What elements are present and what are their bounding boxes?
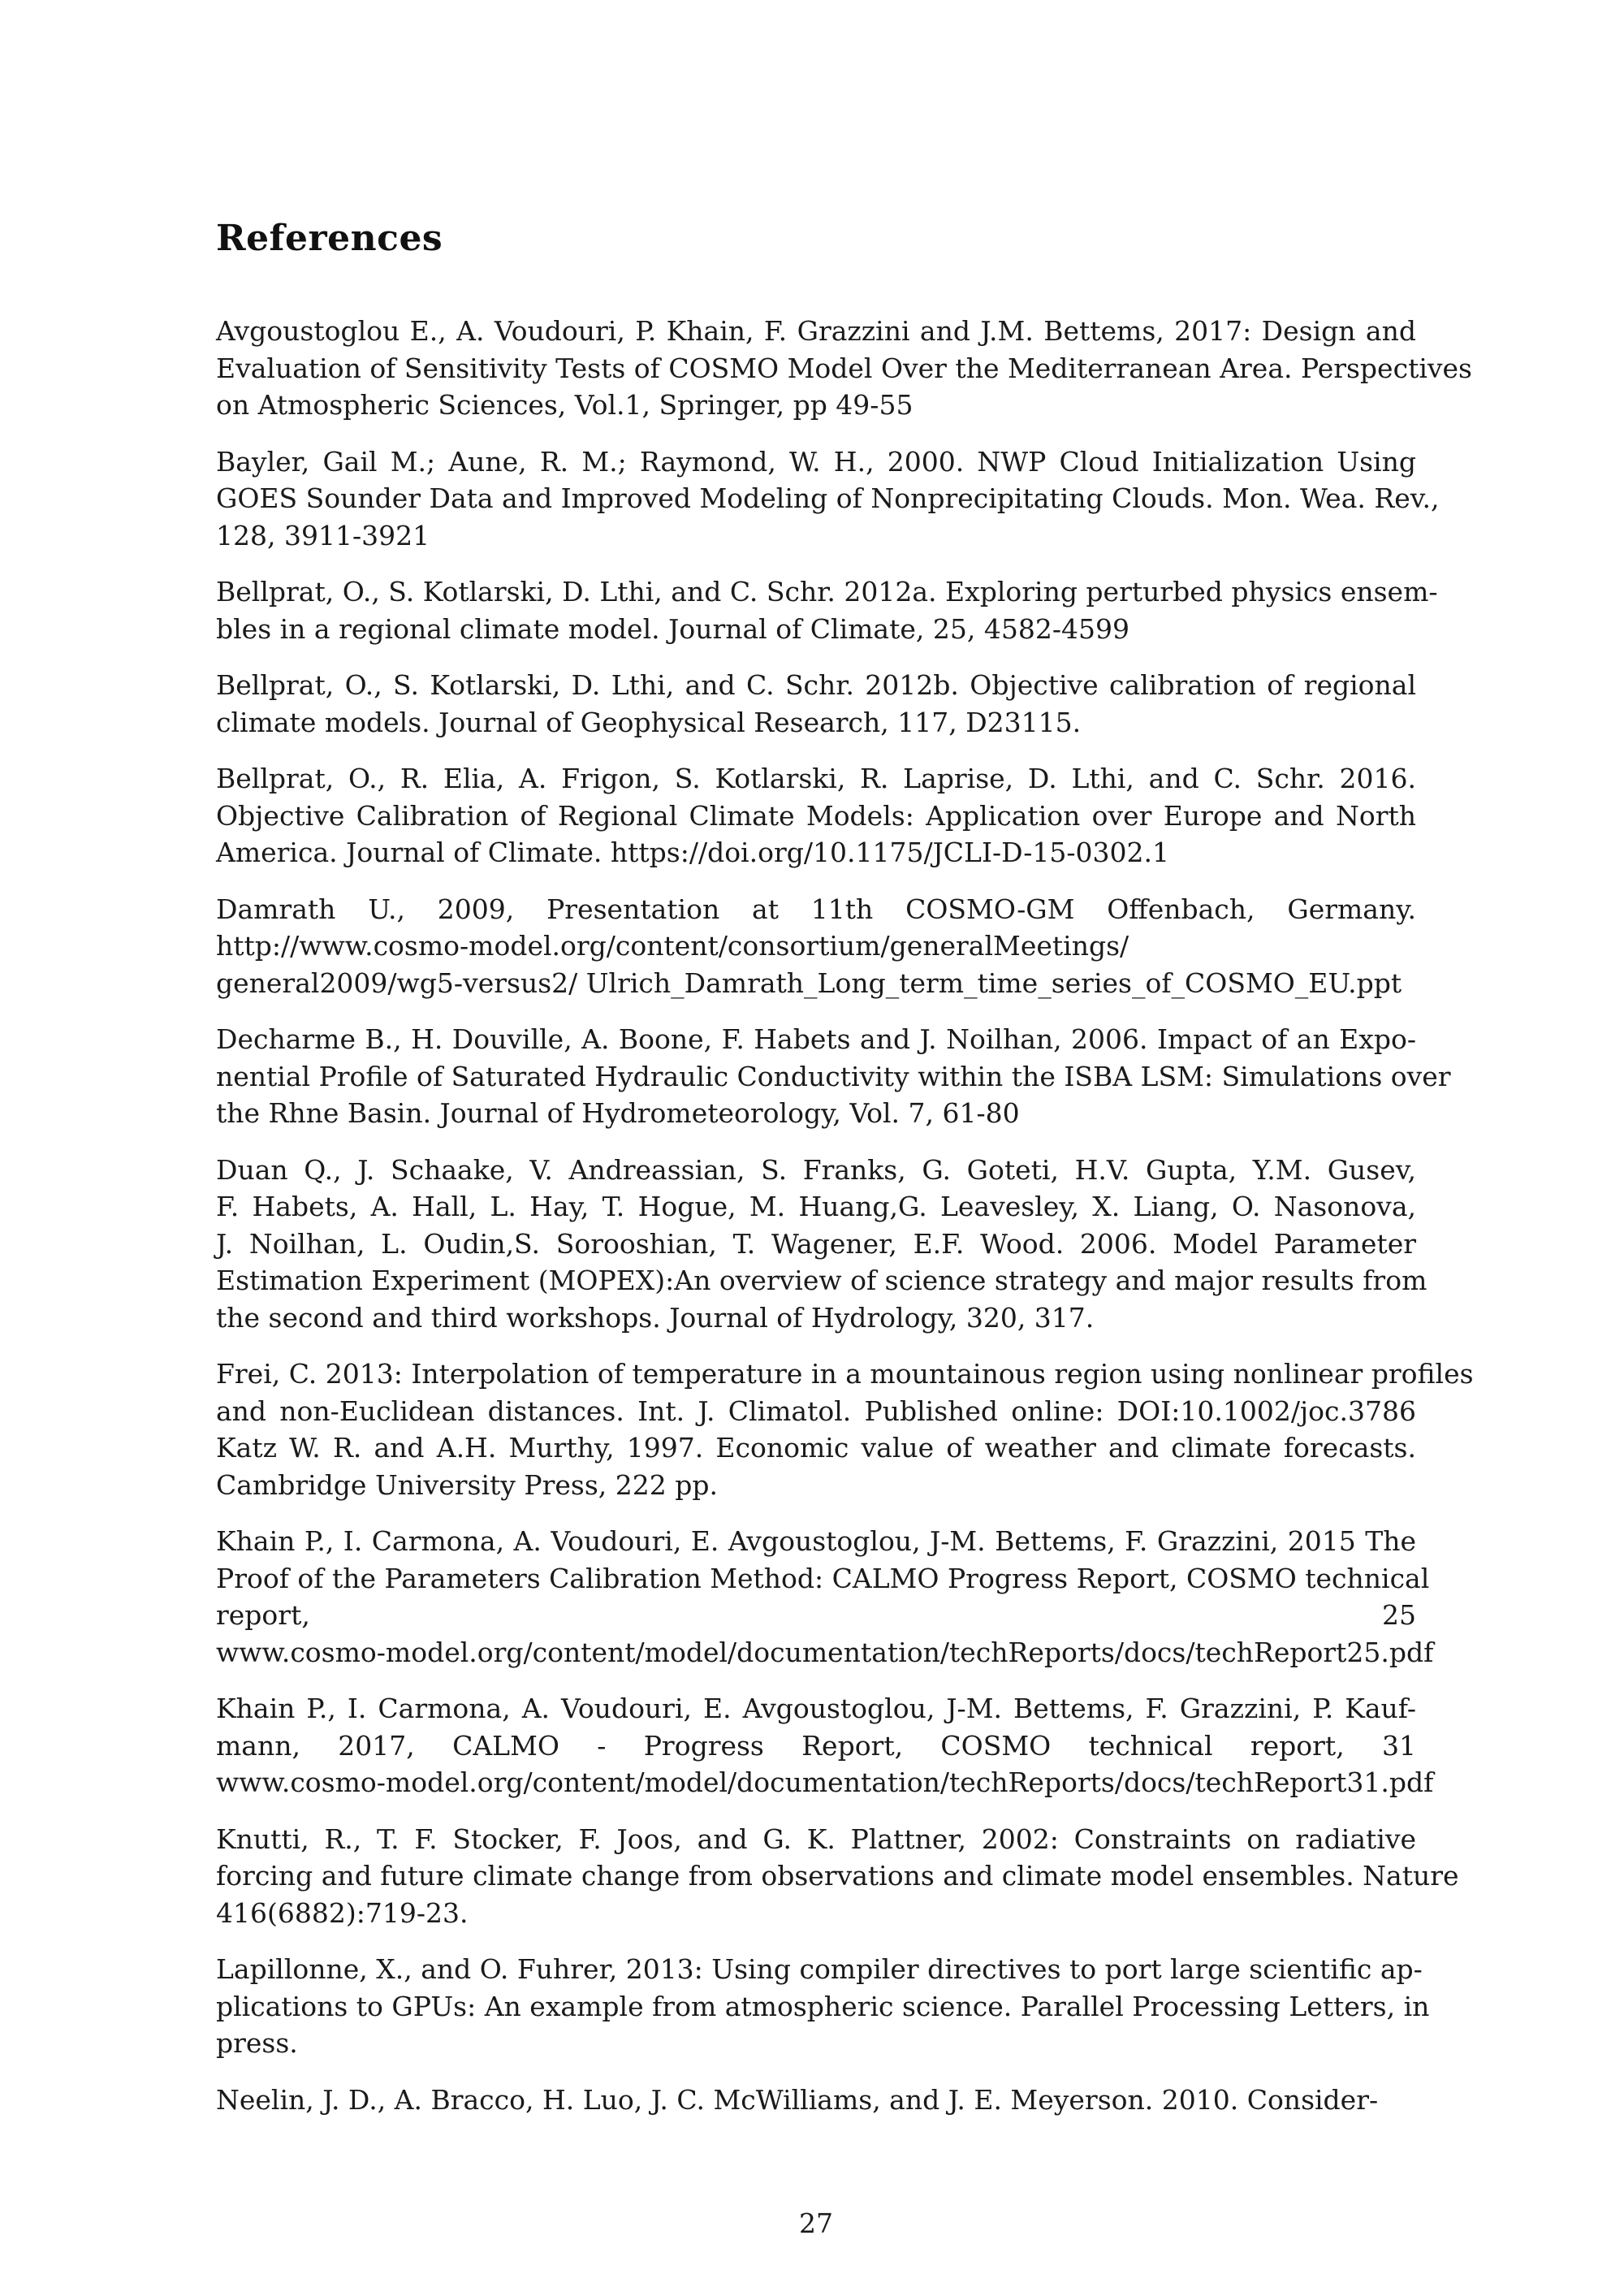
reference-entry <box>216 891 1416 1002</box>
reference-line: 416(6882):719-23. <box>216 1896 469 1929</box>
section-title: References <box>216 218 443 259</box>
reference-line: Bellprat, O., S. Kotlarski, D. Lthi, and C. Schr. 2012a. Exploring perturbed physics ensem- <box>216 576 1438 608</box>
reference-line: plications to GPUs: An example from atmospheric science. Parallel Processing Letters, in <box>216 1990 1430 2022</box>
reference-line: Cambridge University Press, 222 pp. <box>216 1468 718 1501</box>
reference-line: www.cosmo-model.org/content/model/documentation/techReports/docs/techReport31.pdf <box>216 1766 1434 1798</box>
reference-line: Bayler, Gail M.; Aune, R. M.; Raymond, W. H., 2000. NWP Cloud Initialization Using <box>216 445 1416 478</box>
reference-line: Proof of the Parameters Calibration Method: CALMO Progress Report, COSMO technical <box>216 1562 1430 1594</box>
reference-line: the second and third workshops. Journal of Hydrology, 320, 317. <box>216 1301 1095 1334</box>
reference-line: www.cosmo-model.org/content/model/documentation/techReports/docs/techReport25.pdf <box>216 1636 1434 1668</box>
reference-line: Decharme B., H. Douville, A. Boone, F. Habets and J. Noilhan, 2006. Impact of an Expo- <box>216 1023 1416 1055</box>
reference-line: Lapillonne, X., and O. Fuhrer, 2013: Using compiler directives to port large scientific ap- <box>216 1953 1423 1985</box>
reference-entry <box>216 1021 1451 1132</box>
reference-line: climate models. Journal of Geophysical Research, 117, D23115. <box>216 706 1082 738</box>
reference-line: mann, 2017, CALMO - Progress Report, COSMO technical report, 31 <box>216 1729 1416 1762</box>
reference-entry <box>216 760 1416 871</box>
page <box>216 0 1474 2296</box>
reference-line: the Rhne Basin. Journal of Hydrometeorology, Vol. 7, 61-80 <box>216 1097 1020 1129</box>
reference-line: Knutti, R., T. F. Stocker, F. Joos, and G. K. Plattner, 2002: Constraints on radiative <box>216 1823 1416 1855</box>
page-number: 27 <box>799 2207 833 2239</box>
reference-line: Estimation Experiment (MOPEX):An overview of science strategy and major results from <box>216 1265 1427 1296</box>
reference-list <box>216 313 1474 2138</box>
reference-line: Katz W. R. and A.H. Murthy, 1997. Economic value of weather and climate forecasts. <box>216 1432 1416 1464</box>
reference-entry <box>216 1951 1430 2062</box>
reference-line: on Atmospheric Sciences, Vol.1, Springer, pp 49-55 <box>216 389 914 421</box>
reference-line: America. Journal of Climate. https://doi.org/10.1175/JCLI-D-15-0302.1 <box>216 837 1169 868</box>
reference-line: press. <box>216 2027 298 2059</box>
reference-line: Neelin, J. D., A. Bracco, H. Luo, J. C. McWilliams, and J. E. Meyerson. 2010. Consider- <box>216 2083 1379 2116</box>
reference-entry <box>216 443 1440 555</box>
reference-line: J. Noilhan, L. Oudin,S. Sorooshian, T. Wagener, E.F. Wood. 2006. Model Parameter <box>216 1227 1416 1260</box>
reference-entry <box>216 573 1438 647</box>
reference-entry <box>216 1690 1434 1801</box>
reference-line: general2009/wg5-versus2/ Ulrich_Damrath_Long_term_time_series_of_COSMO_EU.ppt <box>216 966 1402 999</box>
reference-entry <box>216 1356 1474 1503</box>
reference-line: Bellprat, O., S. Kotlarski, D. Lthi, and C. Schr. 2012b. Objective calibration of regional <box>216 669 1416 701</box>
reference-line: Bellprat, O., R. Elia, A. Frigon, S. Kotlarski, R. Laprise, D. Lthi, and C. Schr. 2016. <box>216 763 1416 794</box>
reference-entry <box>216 1821 1459 1932</box>
reference-entry <box>216 1152 1427 1337</box>
reference-line: http://www.cosmo-model.org/content/consortium/generalMeetings/ <box>216 930 1129 962</box>
reference-line: F. Habets, A. Hall, L. Hay, T. Hogue, M. Huang,G. Leavesley, X. Liang, O. Nasonova, <box>216 1191 1416 1222</box>
reference-line: Objective Calibration of Regional Climate Models: Application over Europe and North <box>216 799 1416 832</box>
reference-line: bles in a regional climate model. Journal of Climate, 25, 4582-4599 <box>216 612 1129 645</box>
reference-entry <box>216 1523 1434 1671</box>
reference-line: and non-Euclidean distances. Int. J. Climatol. Published online: DOI:10.1002/joc.3786 <box>216 1394 1416 1427</box>
reference-line: nential Profile of Saturated Hydraulic Conductivity within the ISBA LSM: Simulations over <box>216 1060 1451 1092</box>
reference-line: Frei, C. 2013: Interpolation of temperature in a mountainous region using nonlinear profiles <box>216 1358 1474 1390</box>
reference-line: Khain P., I. Carmona, A. Voudouri, E. Avgoustoglou, J-M. Bettems, F. Grazzini, 2015 The <box>216 1525 1416 1557</box>
reference-line: Evaluation of Sensitivity Tests of COSMO Model Over the Mediterranean Area. Perspectives <box>216 352 1472 384</box>
reference-line: 128, 3911-3921 <box>216 519 430 551</box>
reference-line: Avgoustoglou E., A. Voudouri, P. Khain, F. Grazzini and J.M. Bettems, 2017: Design and <box>216 315 1416 347</box>
reference-line: report, 25 <box>216 1599 1416 1631</box>
reference-entry <box>216 2082 1416 2119</box>
reference-entry <box>216 667 1416 741</box>
reference-line: GOES Sounder Data and Improved Modeling of Nonprecipitating Clouds. Mon. Wea. Rev., <box>216 482 1440 514</box>
reference-entry <box>216 313 1472 424</box>
reference-line: Khain P., I. Carmona, A. Voudouri, E. Avgoustoglou, J-M. Bettems, F. Grazzini, P. Kauf- <box>216 1693 1416 1724</box>
reference-line: forcing and future climate change from observations and climate model ensembles. Nature <box>216 1860 1459 1892</box>
reference-line: Damrath U., 2009, Presentation at 11th COSMO-GM Offenbach, Germany. <box>216 893 1416 925</box>
reference-line: Duan Q., J. Schaake, V. Andreassian, S. Franks, G. Goteti, H.V. Gupta, Y.M. Gusev, <box>216 1153 1416 1186</box>
